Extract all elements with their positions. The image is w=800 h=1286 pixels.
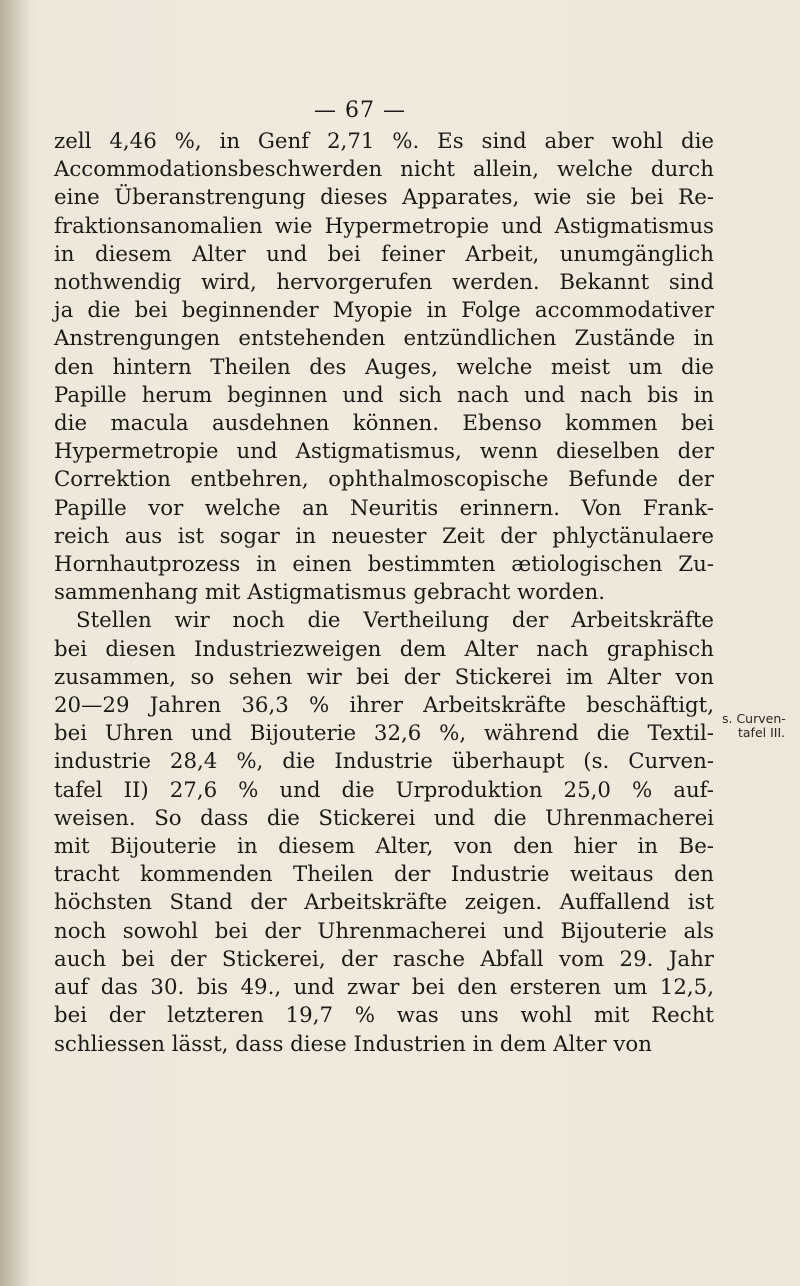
binding-shadow (0, 0, 30, 1286)
text-line: tracht kommenden Theilen der Industrie weitaus den (54, 862, 714, 888)
text-line: eine Überanstrengung dieses Apparates, wie sie bei Re- (54, 185, 714, 211)
text-line: Hornhautprozess in einen bestimmten ætiologischen Zu- (54, 552, 714, 578)
text-line: höchsten Stand der Arbeitskräfte zeigen. Auffallend ist (54, 890, 714, 916)
text-line: auch bei der Stickerei, der rasche Abfall vom 29. Jahr (54, 946, 714, 972)
text-line: zusammen, so sehen wir bei der Stickerei im Alter von (54, 664, 714, 690)
text-line: Papille vor welche an Neuritis erinnern. Von Frank- (54, 495, 714, 521)
margin-note (722, 712, 800, 740)
text-line: tafel II) 27,6 % und die Urproduktion 25,0 % auf- (54, 777, 714, 803)
text-line: Anstrengungen entstehenden entzündlichen Zustände in (54, 326, 714, 352)
page-number: — 67 — (314, 98, 406, 123)
text-line: die macula ausdehnen können. Ebenso kommen bei (54, 411, 714, 437)
body-text (54, 128, 714, 1059)
text-line: schliessen lässt, dass diese Industrien in dem Alter von (54, 1031, 652, 1057)
text-line: zell 4,46 %, in Genf 2,71 %. Es sind aber wohl die (54, 129, 714, 154)
text-line: in diesem Alter und bei feiner Arbeit, unumgänglich (54, 241, 714, 267)
text-line: 20—29 Jahren 36,3 % ihrer Arbeitskräfte beschäftigt, (54, 693, 714, 719)
text-line: bei der letzteren 19,7 % was uns wohl mit Recht (54, 1003, 714, 1029)
text-line: noch sowohl bei der Uhrenmacherei und Bijouterie als (54, 918, 714, 944)
text-line: Accommodationsbeschwerden nicht allein, welche durch (54, 157, 714, 183)
text-line: bei Uhren und Bijouterie 32,6 %, während die Textil- (54, 721, 714, 747)
text-line: bei diesen Industriezweigen dem Alter nach graphisch (54, 636, 714, 662)
margin-note-line: s. Curven- (722, 711, 786, 726)
text-line: reich aus ist sogar in neuester Zeit der phlyctänulaere (54, 523, 714, 549)
margin-note-line: tafel III. (738, 725, 786, 740)
text-line: Papille herum beginnen und sich nach und nach bis in (54, 382, 714, 408)
text-line: den hintern Theilen des Auges, welche meist um die (54, 354, 714, 380)
text-line: industrie 28,4 %, die Industrie überhaupt (s. Curven- (54, 749, 714, 775)
text-line: ja die bei beginnender Myopie in Folge accommodativer (54, 298, 714, 324)
text-line: auf das 30. bis 49., und zwar bei den ersteren um 12,5, (54, 975, 714, 1001)
text-line: nothwendig wird, hervorgerufen werden. Bekannt sind (54, 270, 714, 296)
text-line: Correktion entbehren, ophthalmoscopische Befunde der (54, 467, 714, 493)
text-line: weisen. So dass die Stickerei und die Uhrenmacherei (54, 805, 714, 831)
text-line: Stellen wir noch die Vertheilung der Arbeitskräfte (76, 608, 714, 634)
text-line: mit Bijouterie in diesem Alter, von den hier in Be- (54, 834, 714, 860)
text-line: sammenhang mit Astigmatismus gebracht worden. (54, 580, 605, 606)
text-line: Hypermetropie und Astigmatismus, wenn dieselben der (54, 439, 714, 465)
text-line: fraktionsanomalien wie Hypermetropie und Astigmatismus (54, 213, 714, 239)
